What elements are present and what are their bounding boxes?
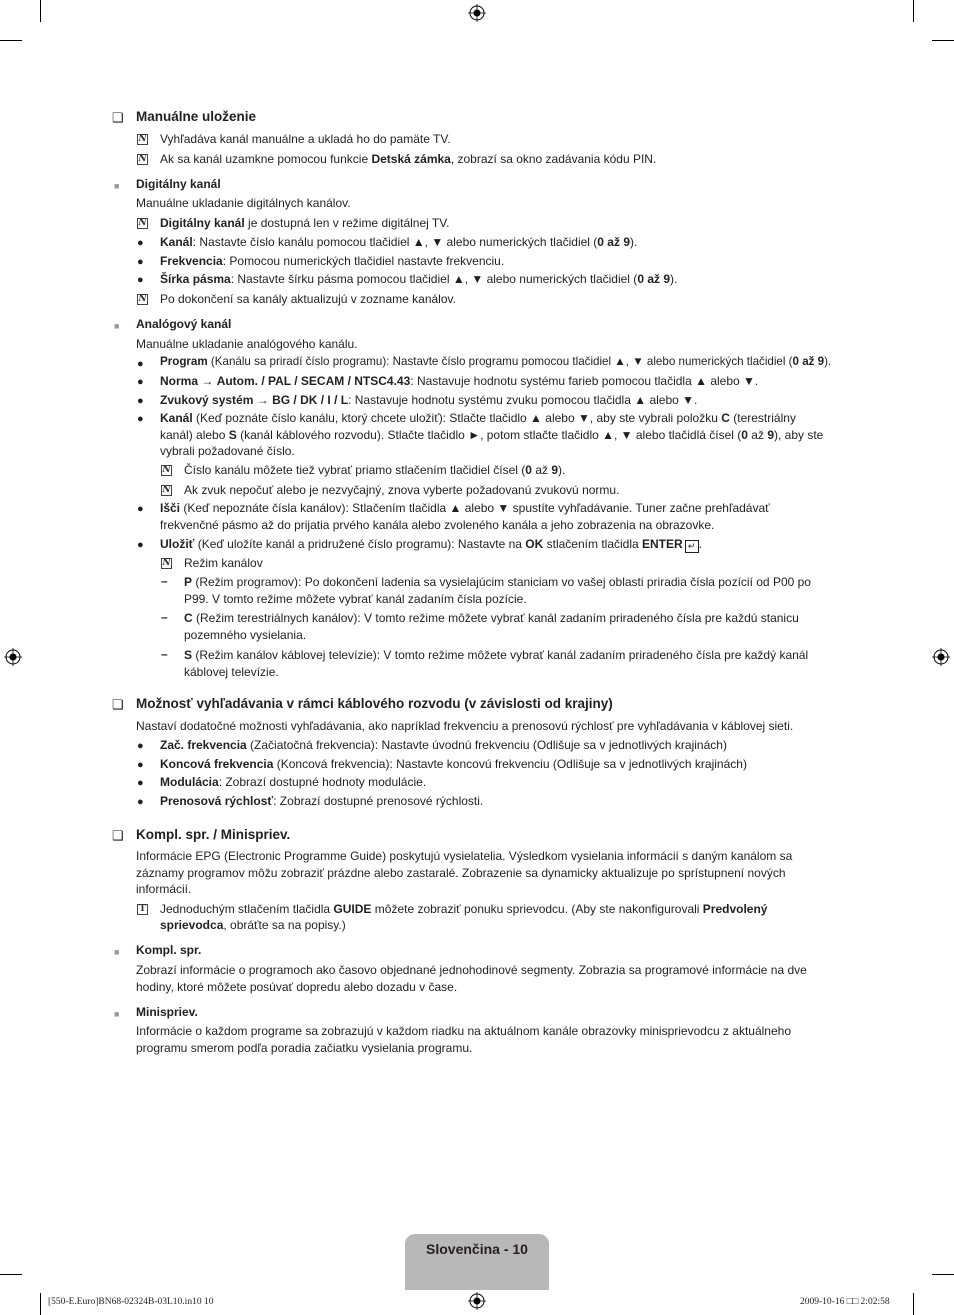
dash-item-s: S (Režim kanálov káblovej televízie): V tomto režime môžete vybrať kanál zadaním priradeného čísla pre každý kanál (184, 648, 809, 662)
section-title-manual-store: Manuálne uloženie (136, 109, 257, 124)
list-item-search-cont: frekvenčné pásmo až do prijatia prvého kanála alebo zvoleného kanála a jeho zobrazenia na obrazovke. (160, 518, 715, 532)
dash-item-c-cont: pozemného vysielania. (184, 628, 307, 642)
note-text: Po dokončení sa kanály aktualizujú v zozname kanálov. (160, 292, 456, 306)
section-bullet-icon: ❑ (112, 110, 124, 125)
bullet-icon: ● (137, 358, 144, 370)
page-number-label: Slovenčina - 10 (426, 1241, 528, 1257)
list-item-sound-system: Zvukový systém → BG / DK / I / L: Nastavuje hodnotu systému zvuku pomocou tlačidla ▲ alebo ▼. (160, 393, 698, 407)
note-icon: N (138, 218, 147, 228)
list-item: Prenosová rýchlosť: Zobrazí dostupné prenosové rýchlosti. (160, 794, 484, 808)
list-item-search: Išči (Keď nepoznáte čísla kanálov): Stlačením tlačidla ▲ alebo ▼ spustíte vyhľadávanie. Tuner začne prehľadávať (160, 501, 770, 515)
subsection-title-mini-guide: Minispriev. (136, 1005, 198, 1019)
note-icon: N (138, 154, 147, 164)
dash-bullet: – (161, 574, 168, 588)
dash-item-c: C (Režim terestriálnych kanálov): V tomto režime môžete vybrať kanál zadaním priradeného čísla pre každú stanicu (184, 611, 799, 625)
list-item: Kanál: Nastavte číslo kanálu pomocou tlačidiel ▲, ▼ alebo numerických tlačidiel (0 až 9). (160, 235, 638, 249)
note-text: Ak sa kanál uzamkne pomocou funkcie Detská zámka, zobrazí sa okno zadávania kódu PIN. (160, 152, 657, 166)
section-bullet-icon: ❑ (112, 828, 124, 843)
section-description: Nastaví dodatočné možnosti vyhľadávania, ako napríklad frekvenciu a prenosovú rýchlosť pre vyhľadávania v káblovej sieti. (136, 719, 794, 733)
list-item: Šírka pásma: Nastavte šírku pásma pomocou tlačidiel ▲, ▼ alebo numerických tlačidiel (0 až 9). (160, 272, 678, 286)
list-item-channel-cont: vybrali požadované číslo. (160, 444, 295, 458)
note-icon: N (138, 294, 147, 304)
crop-mark (932, 1274, 954, 1275)
bullet-icon: ● (137, 256, 144, 268)
section-title-cable-search: Možnosť vyhľadávania v rámci káblového rozvodu (v závislosti od krajiny) (136, 696, 613, 711)
crop-mark (913, 0, 914, 22)
tip-text-cont: sprievodca, obráťte sa na popisy.) (160, 918, 346, 932)
subsection-description: Manuálne ukladanie digitálnych kanálov. (136, 196, 351, 210)
crop-mark (40, 1293, 41, 1315)
section-bullet-icon: ❑ (112, 697, 124, 712)
bullet-icon: ● (137, 376, 144, 388)
list-item-norma: Norma → Autom. / PAL / SECAM / NTSC4.43: Nastavuje hodnotu systému farieb pomocou tlačidla ▲ alebo ▼. (160, 374, 759, 388)
bullet-icon: ● (137, 237, 144, 249)
store-text: Uložiť (Keď uložíte kanál a pridružené číslo programu): Nastavte na OK stlačením tlačidla ENTER (160, 537, 683, 551)
bullet-icon: ● (137, 740, 144, 752)
subsection-bullet-icon: ■ (114, 1009, 120, 1019)
list-item: Zač. frekvencia (Začiatočná frekvencia): Nastavte úvodnú frekvenciu (Odlišuje sa v jednotlivých krajinách) (160, 738, 727, 752)
print-slug-right: 2009-10-16 □□ 2:02:58 (800, 1297, 890, 1307)
store-text-end: . (698, 537, 703, 551)
subsection-bullet-icon: ■ (114, 321, 120, 331)
crop-mark (0, 1274, 22, 1275)
bullet-icon: ● (137, 274, 144, 286)
dash-item-p-cont: P99. V tomto režime môžete vybrať kanál zadaním čísla pozície. (184, 592, 527, 606)
tip-icon: T (137, 904, 148, 915)
enter-icon: ↵ (685, 540, 699, 553)
print-slug-left: [550-E.Euro]BN68-02324B-03L10.in10 10 (48, 1297, 214, 1307)
subsection-description: Zobrazí informácie o programoch ako časovo objednané jednohodinové segmenty. Zobrazia sa programové informácie na dve hodiny, ktoré môžete posúvať dopredu alebo dozadu v čase. (136, 963, 807, 994)
note-icon: N (162, 558, 171, 568)
bullet-icon: ● (137, 503, 144, 515)
section-title-epg: Kompl. spr. / Minispriev. (136, 827, 291, 842)
dash-bullet: – (161, 610, 168, 624)
subsection-bullet-icon: ■ (114, 947, 120, 957)
list-item-channel-cont: kanál) alebo S (kanál káblového rozvodu). Stlačte tlačidlo ►, potom stlačte tlačidlo ▲, ▼ alebo tlačidlá čísel (0 až 9), aby ste (160, 428, 824, 442)
crop-mark (40, 0, 41, 22)
bullet-icon: ● (137, 759, 144, 771)
bullet-icon: ● (137, 796, 144, 808)
registration-mark-icon (468, 1292, 486, 1310)
subsection-title-full-guide: Kompl. spr. (136, 943, 202, 957)
tip-text: Jednoduchým stlačením tlačidla GUIDE môžete zobraziť ponuku sprievodcu. (Aby ste nakonfigurovali Predvolený (160, 902, 768, 916)
bullet-icon: ● (137, 413, 144, 425)
section-description: Informácie EPG (Electronic Programme Guide) poskytujú vysielatelia. Výsledkom vysielania informácií s daným kanálom sa záznamy programov môžu zobraziť prázdne alebo zastaralé. Zobrazenie sa dynamicky aktualizuje po sprístupnení nových informácií. (136, 849, 793, 896)
crop-mark (932, 40, 954, 41)
registration-mark-icon (468, 4, 486, 22)
registration-mark-icon (4, 648, 22, 666)
note-text: Číslo kanálu môžete tiež vybrať priamo stlačením tlačidiel čísel (0 až 9). (184, 463, 566, 477)
note-icon: N (162, 485, 171, 495)
note-text: Režim kanálov (184, 556, 263, 570)
bullet-icon: ● (137, 539, 144, 551)
note-text: Vyhľadáva kanál manuálne a ukladá ho do pamäte TV. (160, 132, 451, 146)
subsection-bullet-icon: ■ (114, 181, 120, 191)
note-text: Digitálny kanál je dostupná len v režime digitálnej TV. (160, 216, 450, 230)
list-item: Modulácia: Zobrazí dostupné hodnoty modulácie. (160, 775, 427, 789)
crop-mark (913, 1293, 914, 1315)
note-icon: N (162, 465, 171, 475)
note-text: Ak zvuk nepočuť alebo je nezvyčajný, znova vyberte požadovanú zvukovú normu. (184, 483, 620, 497)
dash-bullet: – (161, 647, 168, 661)
list-item: Frekvencia: Pomocou numerických tlačidiel nastavte frekvenciu. (160, 254, 505, 268)
list-item-store (160, 536, 702, 553)
bullet-icon: ● (137, 777, 144, 789)
subsection-description: Informácie o každom programe sa zobrazujú v každom riadku na aktuálnom kanále obrazovky minisprievodcu z aktuálneho programu smerom podľa poradia začiatku vysielania programu. (136, 1024, 792, 1055)
crop-mark (0, 40, 22, 41)
list-item-program: Program (Kanálu sa priradí číslo programu): Nastavte číslo programu pomocou tlačidiel ▲, ▼ alebo numerických tlačidiel (0 až 9). (160, 355, 832, 368)
dash-item-s-cont: káblovej televízie. (184, 665, 279, 679)
list-item: Koncová frekvencia (Koncová frekvencia): Nastavte koncovú frekvenciu (Odlišuje sa v jednotlivých krajinách) (160, 757, 747, 771)
registration-mark-icon (932, 648, 950, 666)
subsection-title-analog: Analógový kanál (136, 317, 232, 331)
subsection-description: Manuálne ukladanie analógového kanálu. (136, 337, 358, 351)
dash-item-p: P (Režim programov): Po dokončení ladenia sa vysielajúcim staniciam vo vašej oblasti priradia čísla pozícií od P00 po (184, 575, 811, 589)
list-item-channel: Kanál (Keď poznáte číslo kanálu, ktorý chcete uložiť): Stlačte tlačidlo ▲ alebo ▼, aby ste vybrali položku C (terestriálny (160, 411, 796, 425)
subsection-title-digital: Digitálny kanál (136, 177, 221, 191)
bullet-icon: ● (137, 395, 144, 407)
note-icon: N (138, 134, 147, 144)
